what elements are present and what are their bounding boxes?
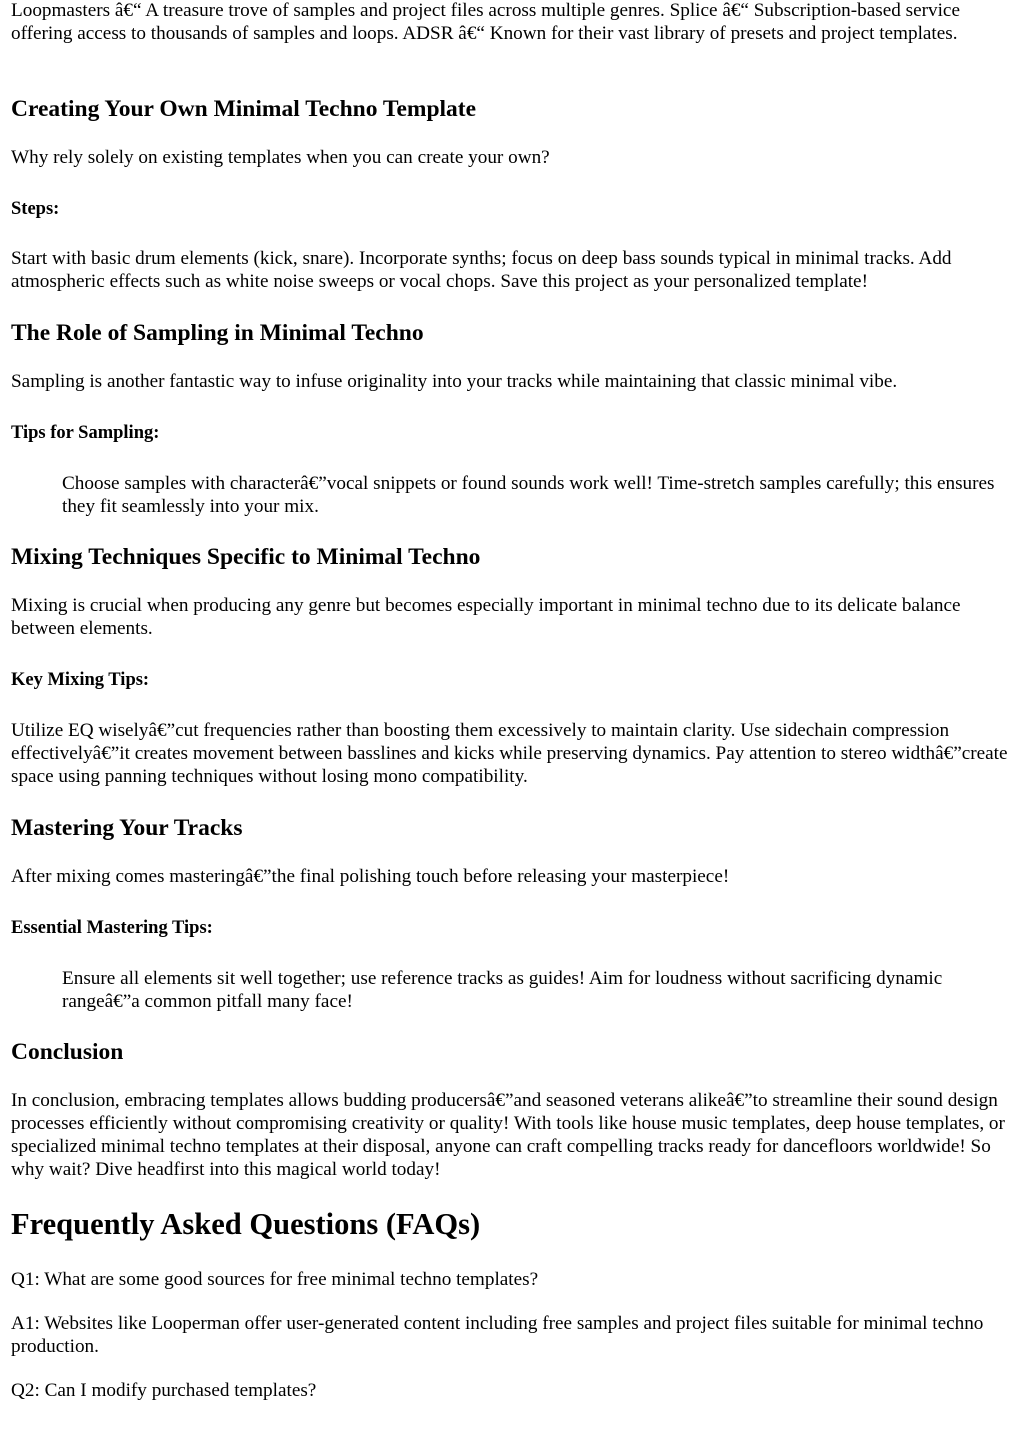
mastering-tips-quote: Ensure all elements sit well together; use reference tracks as guides! Aim for loudness without sacrificing dynamic rangeâ€”a common pitfall many face! xyxy=(62,968,943,1012)
faq-question-1: Q1: What are some good sources for free minimal techno templates? xyxy=(11,1269,539,1290)
conclusion-paragraph: In conclusion, embracing templates allows budding producersâ€”and seasoned veterans alikeâ€”to streamline their sound design processes efficiently without compromising creativity or quality! With tools like house music templates, deep house templates, or specialized minimal techno templates at their disposal, anyone can craft compelling tracks ready for dancefloors worldwide! So why wait? Dive headfirst into this magical world today! xyxy=(11,1090,1005,1180)
heading-faq: Frequently Asked Questions (FAQs) xyxy=(11,1207,481,1241)
heading-mixing: Mixing Techniques Specific to Minimal Techno xyxy=(11,544,481,570)
steps-paragraph: Start with basic drum elements (kick, snare). Incorporate synths; focus on deep bass sounds typical in minimal tracks. Add atmospheric effects such as white noise sweeps or vocal chops. Save this project as your personalized template! xyxy=(11,248,952,292)
heading-creating-template: Creating Your Own Minimal Techno Template xyxy=(11,96,477,122)
why-paragraph: Why rely solely on existing templates when you can create your own? xyxy=(11,147,550,168)
mastering-paragraph: After mixing comes masteringâ€”the final polishing touch before releasing your masterpiece! xyxy=(11,866,730,887)
heading-tips-sampling: Tips for Sampling: xyxy=(11,423,160,443)
faq-question-2: Q2: Can I modify purchased templates? xyxy=(11,1380,317,1401)
sampling-paragraph: Sampling is another fantastic way to infuse originality into your tracks while maintaining that classic minimal vibe. xyxy=(11,371,898,392)
sources-paragraph: Loopmasters â€“ A treasure trove of samples and project files across multiple genres. Splice â€“ Subscription-based service offering access to thousands of samples and loops. ADSR â€“ Known for their vast library of presets and project templates. xyxy=(11,0,960,44)
key-mixing-paragraph: Utilize EQ wiselyâ€”cut frequencies rather than boosting them excessively to maintain clarity. Use sidechain compression effectivelyâ€”it creates movement between basslines and kicks while preserving dynamics. Pay attention to stereo widthâ€”create space using panning techniques without losing mono compatibility. xyxy=(11,720,1008,787)
sampling-tips-quote: Choose samples with characterâ€”vocal snippets or found sounds work well! Time-stretch samples carefully; this ensures they fit seamlessly into your mix. xyxy=(62,473,995,517)
heading-mastering: Mastering Your Tracks xyxy=(11,815,243,841)
mixing-paragraph: Mixing is crucial when producing any genre but becomes especially important in minimal techno due to its delicate balance between elements. xyxy=(11,595,961,639)
heading-key-mixing: Key Mixing Tips: xyxy=(11,670,150,690)
faq-answer-1: A1: Websites like Looperman offer user-generated content including free samples and project files suitable for minimal techno production. xyxy=(11,1313,984,1357)
heading-essential-mastering: Essential Mastering Tips: xyxy=(11,918,213,938)
heading-steps: Steps: xyxy=(11,199,60,219)
heading-sampling: The Role of Sampling in Minimal Techno xyxy=(11,320,424,346)
heading-conclusion: Conclusion xyxy=(11,1039,124,1065)
